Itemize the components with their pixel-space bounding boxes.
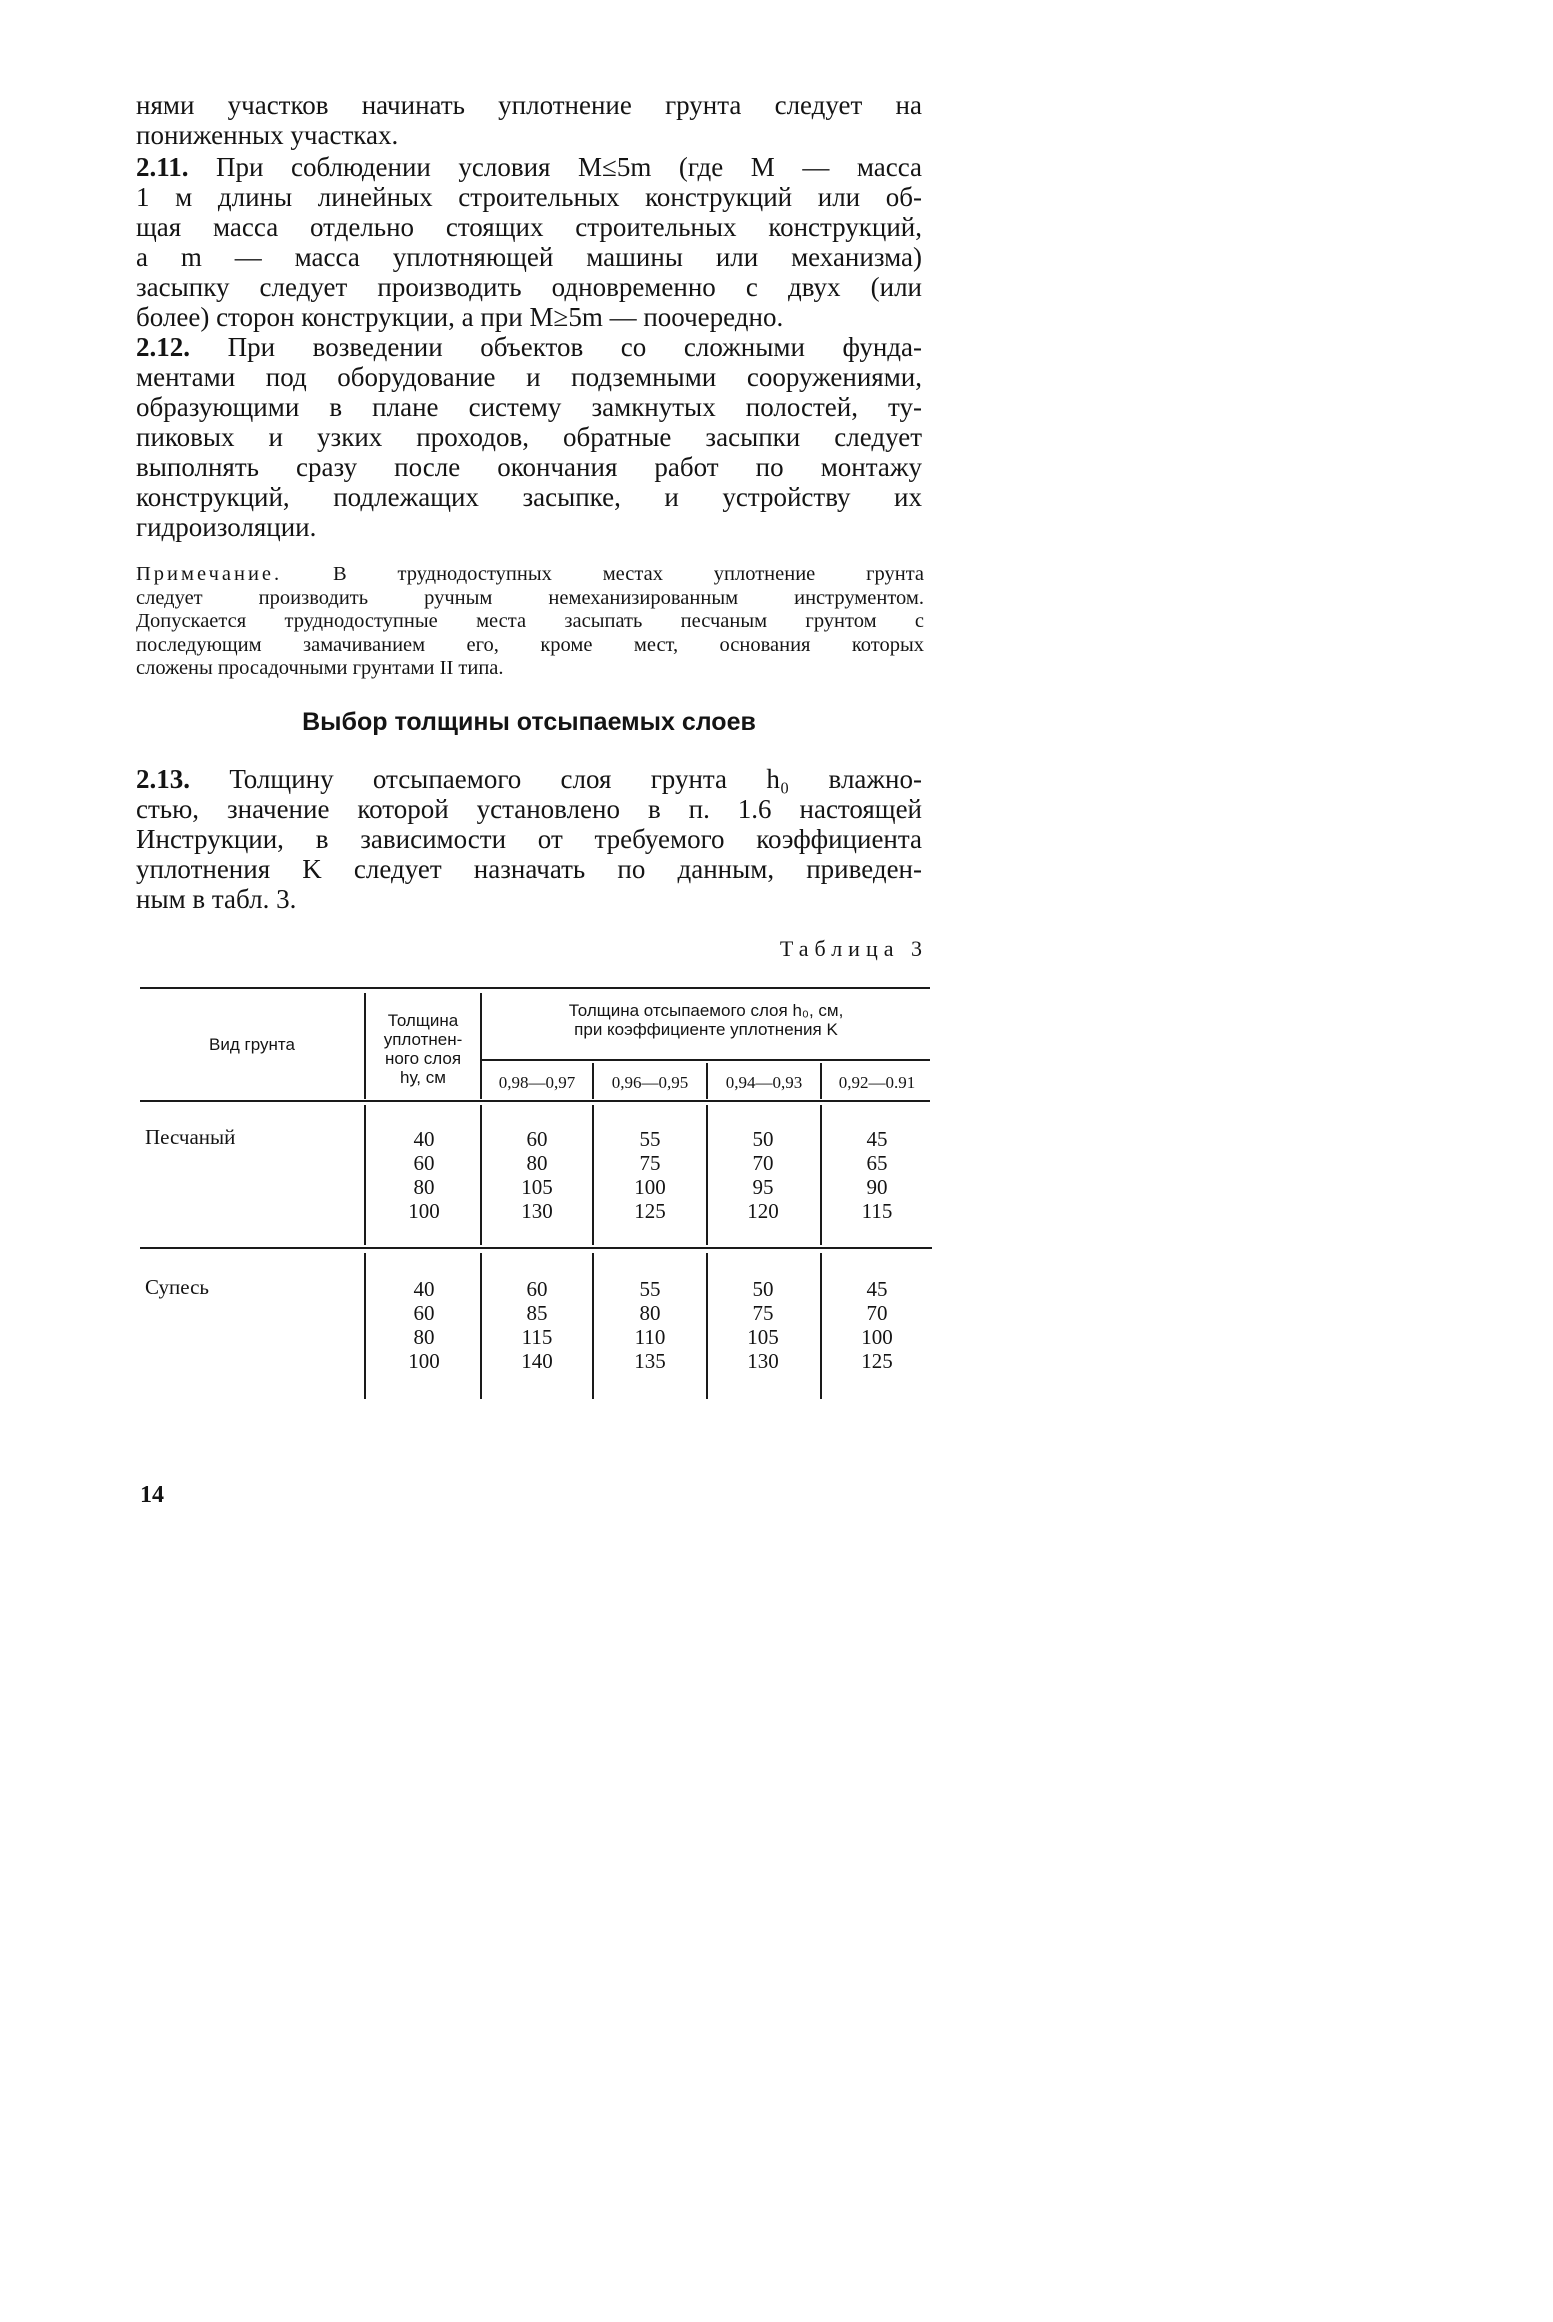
data-table	[140, 987, 932, 1467]
paragraph-2-11	[136, 152, 922, 332]
clause-number: 2.12.	[136, 332, 190, 362]
paragraph-continuation	[136, 90, 922, 150]
note-block	[136, 563, 924, 681]
text-line: уплотнения K следует назначать по данным, приведен-	[136, 854, 922, 884]
column-rule	[480, 1105, 482, 1245]
clause-number: 2.11.	[136, 152, 189, 182]
values-column: 60 85 115 140	[521, 1277, 553, 1373]
table-top-rule	[140, 987, 930, 989]
header-k-range: 0,98—0,97	[498, 1073, 576, 1092]
values-column: 50 75 105 130	[747, 1277, 779, 1373]
section-heading: Выбор толщины отсыпаемых слоев	[302, 708, 756, 736]
values-column: 55 80 110 135	[634, 1277, 666, 1373]
text-line: 2.12. При возведении объектов со сложными фунда-	[136, 332, 922, 362]
text-line: стью, значение которой установлено в п. 1.6 настоящей	[136, 794, 922, 824]
text-line: ным в табл. 3.	[136, 884, 297, 914]
table-caption: Таблица 3	[779, 936, 928, 961]
column-rule	[820, 1105, 822, 1245]
values-column: 40 60 80 100	[408, 1277, 440, 1373]
text-line: выполнять сразу после окончания работ по монтажу	[136, 452, 922, 482]
values-column: 60 80 105 130	[521, 1127, 553, 1223]
column-rule	[820, 1253, 822, 1399]
text-line: образующими в плане систему замкнутых полостей, ту-	[136, 392, 922, 422]
soil-type-label: Супесь	[145, 1275, 209, 1299]
column-rule	[706, 1253, 708, 1399]
values-column: 55 75 100 125	[634, 1127, 666, 1223]
values-column: 50 70 95 120	[747, 1127, 779, 1223]
header-fill-thickness: Толщина отсыпаемого слоя h₀, см, при коэффициенте уплотнения K	[568, 1001, 844, 1039]
text-line: 2.13. Толщину отсыпаемого слоя грунта h₀ влажно-	[136, 764, 923, 794]
document-page	[0, 0, 1056, 1579]
text-line: сложены просадочными грунтами II типа.	[136, 657, 504, 679]
column-rule	[592, 1105, 594, 1245]
text-line: более) сторон конструкции, а при M≥5m — поочередно.	[136, 302, 784, 332]
header-bottom-rule	[140, 1100, 930, 1102]
text-line: Примечание. В труднодоступных местах уплотнение грунта	[136, 563, 925, 585]
header-subrule	[480, 1059, 930, 1061]
text-line: конструкций, подлежащих засыпке, и устройству их	[136, 482, 922, 512]
column-rule	[592, 1253, 594, 1399]
clause-number: 2.13.	[136, 764, 190, 794]
text-line: щая масса отдельно стоящих строительных конструкций,	[136, 212, 922, 242]
text-line: Инструкции, в зависимости от требуемого коэффициента	[136, 824, 922, 854]
text-line: а m — масса уплотняющей машины или механизма)	[136, 242, 922, 272]
values-column: 40 60 80 100	[408, 1127, 440, 1223]
soil-type-label: Песчаный	[145, 1125, 236, 1149]
page-number: 14	[140, 1482, 164, 1508]
values-column: 45 70 100 125	[861, 1277, 893, 1373]
text-line: 2.11. При соблюдении условия M≤5m (где M — масса	[136, 152, 922, 182]
text-line: Допускается труднодоступные места засыпать песчаным грунтом с	[136, 610, 924, 632]
paragraph-2-13	[136, 764, 922, 914]
column-rule	[480, 1253, 482, 1399]
text-line: ментами под оборудование и подземными сооружениями,	[136, 362, 922, 392]
header-k-range: 0,94—0,93	[725, 1073, 803, 1092]
text-line: последующим замачиванием его, кроме мест, основания которых	[136, 633, 924, 656]
text-line: 1 м длины линейных строительных конструкций или об-	[136, 182, 922, 212]
group-separator-rule	[140, 1247, 932, 1249]
note-label: Примечание.	[136, 563, 283, 585]
header-k-range: 0,92—0.91	[838, 1073, 916, 1092]
text-line: гидроизоляции.	[136, 512, 317, 542]
text-line: следует производить ручным немеханизированным инструментом.	[136, 586, 924, 609]
header-k-range: 0,96—0,95	[611, 1073, 689, 1092]
text-line: пониженных участках.	[136, 120, 399, 150]
column-rule	[364, 1105, 366, 1245]
header-compacted-thickness: Толщина уплотнен- ного слоя hу, см	[383, 1011, 463, 1087]
text-line: засыпку следует производить одновременно с двух (или	[136, 272, 922, 302]
header-soil-type: Вид грунта	[209, 1035, 295, 1054]
text-line: нями участков начинать уплотнение грунта следует на	[136, 90, 922, 120]
values-column: 45 65 90 115	[861, 1127, 893, 1223]
column-rule	[706, 1105, 708, 1245]
paragraph-2-12	[136, 332, 922, 542]
text-line: пиковых и узких проходов, обратные засыпки следует	[136, 422, 922, 452]
column-rule	[364, 1253, 366, 1399]
